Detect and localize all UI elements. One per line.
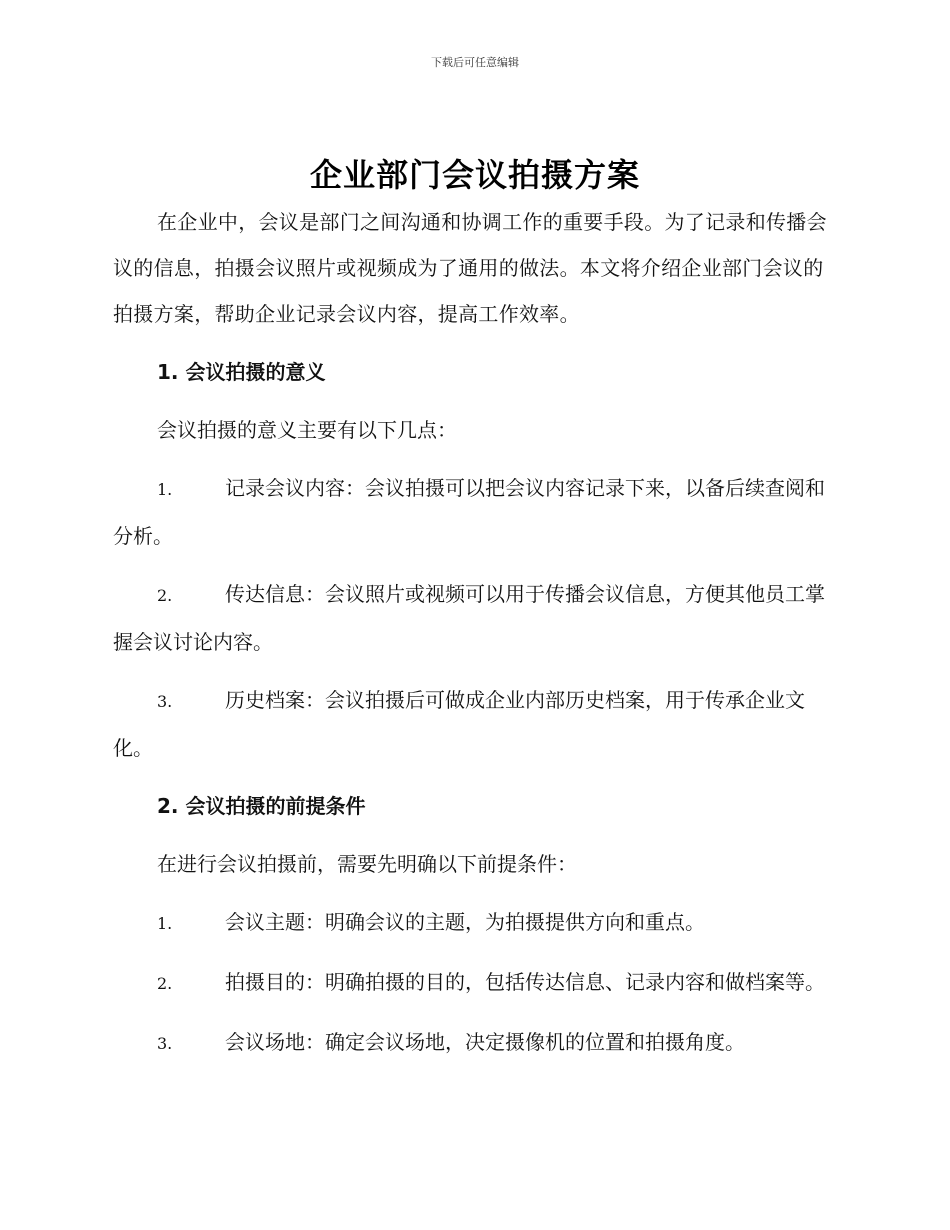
document-body — [113, 199, 833, 1079]
list-item-number: 2. — [157, 974, 173, 993]
page-header: 下载后可任意编辑 — [431, 56, 519, 69]
list-item-text: 拍摄目的：明确拍摄的目的，包括传达信息、记录内容和做档案等。 — [225, 970, 825, 994]
list-item — [113, 1019, 833, 1067]
list-item — [113, 899, 833, 947]
section-heading-2: 2. 会议拍摄的前提条件 — [157, 794, 366, 818]
list-item — [113, 571, 833, 665]
list-item-text: 会议主题：明确会议的主题，为拍摄提供方向和重点。 — [225, 910, 705, 934]
list-item-number: 3. — [157, 692, 173, 711]
section-heading-1: 1. 会议拍摄的意义 — [157, 360, 326, 384]
list-item-text: 历史档案：会议拍摄后可做成企业内部历史档案，用于传承企业文化。 — [113, 688, 805, 760]
list-item-text: 会议场地：确定会议场地，决定摄像机的位置和拍摄角度。 — [225, 1030, 745, 1054]
list-item-number: 1. — [157, 480, 173, 499]
section-lead-2: 在进行会议拍摄前，需要先明确以下前提条件： — [157, 852, 577, 876]
list-item-text: 传达信息：会议照片或视频可以用于传播会议信息，方便其他员工掌握会议讨论内容。 — [113, 582, 825, 654]
list-item-text: 记录会议内容：会议拍摄可以把会议内容记录下来，以备后续查阅和分析。 — [113, 476, 825, 548]
list-item-number: 2. — [157, 586, 173, 605]
list-item — [113, 465, 833, 559]
section-lead-1: 会议拍摄的意义主要有以下几点： — [157, 418, 457, 442]
list-item — [113, 677, 833, 771]
list-item-number: 3. — [157, 1034, 173, 1053]
list-item — [113, 959, 833, 1007]
document-title: 企业部门会议拍摄方案 — [309, 156, 640, 194]
list-item-number: 1. — [157, 914, 173, 933]
intro-paragraph: 在企业中，会议是部门之间沟通和协调工作的重要手段。为了记录和传播会议的信息，拍摄会议照片或视频成为了通用的做法。本文将介绍企业部门会议的拍摄方案，帮助企业记录会议内容，提高工作效率。 — [113, 210, 827, 326]
